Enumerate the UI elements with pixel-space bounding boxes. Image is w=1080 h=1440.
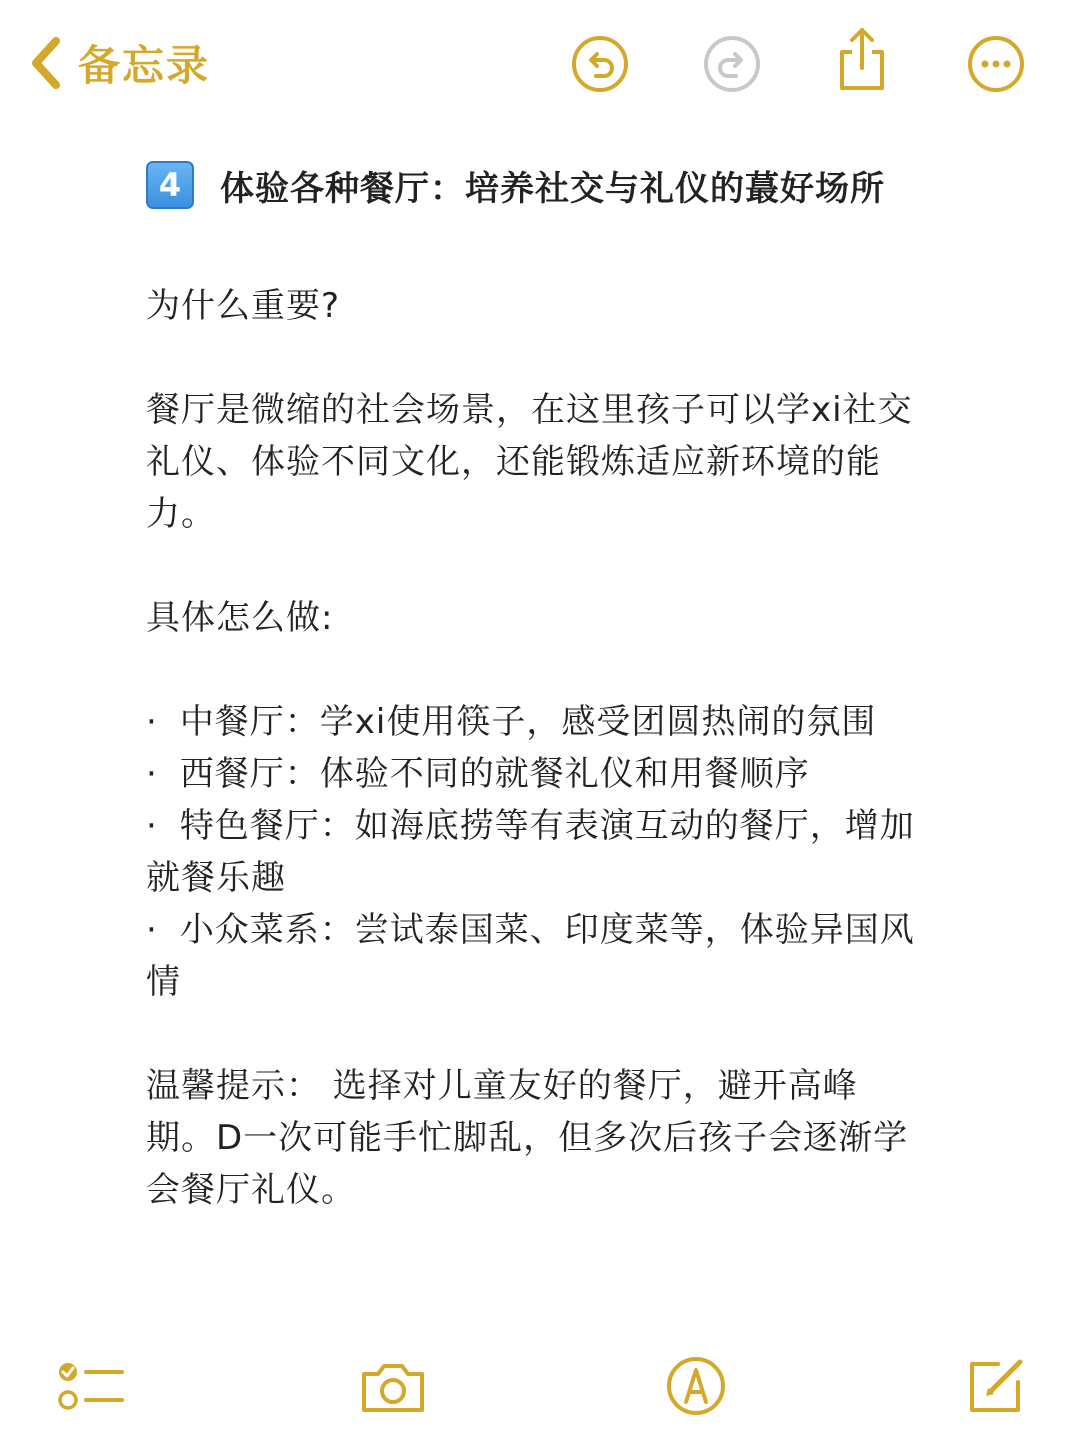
paragraph-reason: 餐厅是微缩的社会场景，在这里孩子可以学xi社交礼仪、体验不同文化，还能锻炼适应新环境的能力。 <box>146 390 913 534</box>
heading-text: 体验各种餐厅：培养社交与礼仪的蕞好场所 <box>220 161 885 210</box>
tip-paragraph: 温馨提示： 选择对儿童友好的餐厅，避开高峰期。D一次可能手忙脚乱，但多次后孩子会逐渐学会餐厅礼仪。 <box>146 1066 909 1210</box>
bullet-list <box>146 696 926 1008</box>
question-how: 具体怎么做: <box>146 598 334 638</box>
camera-button[interactable] <box>358 1358 428 1414</box>
back-label: 备忘录 <box>78 41 211 90</box>
checklist-button[interactable] <box>56 1358 126 1414</box>
bullet-dot: · <box>146 754 158 794</box>
list-item: · 小众菜系：尝试泰国菜、印度菜等，体验异国风情 <box>146 910 915 1002</box>
checklist-icon <box>56 1358 126 1414</box>
markup-button[interactable] <box>664 1354 728 1418</box>
list-item: · 西餐厅：体验不同的就餐礼仪和用餐顺序 <box>146 754 810 794</box>
keycap-4-emoji: 4 <box>146 161 194 209</box>
redo-icon <box>702 34 762 94</box>
back-button[interactable] <box>28 30 210 96</box>
undo-button[interactable] <box>570 34 630 94</box>
note-body[interactable] <box>146 150 926 1216</box>
chevron-left-icon <box>28 35 64 91</box>
more-icon <box>966 34 1026 94</box>
redo-button[interactable] <box>702 34 762 94</box>
more-button[interactable] <box>966 34 1026 94</box>
question-why: 为什么重要? <box>146 286 341 326</box>
note-heading <box>146 150 926 220</box>
share-icon <box>832 26 892 94</box>
bullet-dot: · <box>146 806 158 846</box>
camera-icon <box>358 1358 428 1414</box>
compose-icon <box>964 1352 1028 1416</box>
bullet-dot: · <box>146 702 158 742</box>
bullet-dot: · <box>146 910 158 950</box>
share-button[interactable] <box>832 26 892 94</box>
compose-button[interactable] <box>964 1352 1028 1416</box>
markup-icon <box>664 1354 728 1418</box>
top-toolbar <box>0 0 1080 130</box>
bottom-toolbar <box>0 1350 1080 1430</box>
undo-icon <box>570 34 630 94</box>
list-item: · 中餐厅：学xi使用筷子，感受团圆热闹的氛围 <box>146 702 877 742</box>
list-item: · 特色餐厅：如海底捞等有表演互动的餐厅，增加就餐乐趣 <box>146 806 915 898</box>
